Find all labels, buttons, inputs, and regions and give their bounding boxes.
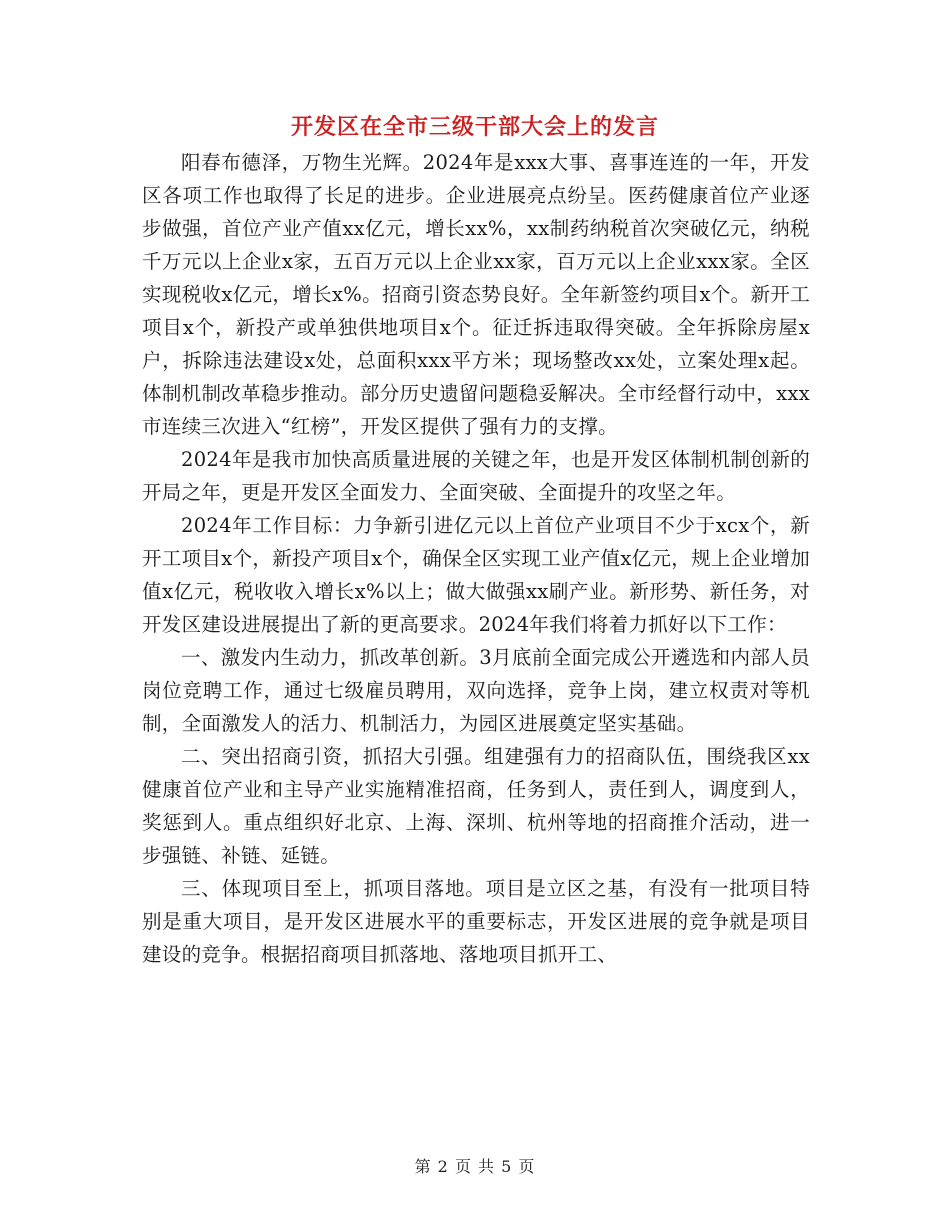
paragraph-reform: 一、激发内生动力，抓改革创新。3月底前全面完成公开遴选和内部人员岗位竞聘工作，通过七级雇员聘用，双向选择，竞争上岗，建立权责对等机制，全面激发人的活力、机制活力，为园区进展奠定坚实基础。 xyxy=(142,646,810,735)
paragraph-key-year: 2024年是我市加快高质量进展的关键之年，也是开发区体制机制创新的开局之年，更是开发区全面发力、全面突破、全面提升的攻坚之年。 xyxy=(142,448,810,504)
paragraph-goals: 2024年工作目标：力争新引进亿元以上首位产业项目不少于xcx个，新开工项目x个，新投产项目x个，确保全区实现工业产值x亿元，规上企业增加值x亿元，税收收入增长x%以上；做大做强xx刷产业。新形势、新任务，对开发区建设进展提出了新的更高要求。2024年我们将着力抓好以下工作： xyxy=(142,514,810,636)
paragraph-projects: 三、体现项目至上，抓项目落地。项目是立区之基，有没有一批项目特别是重大项目，是开发区进展水平的重要标志，开发区进展的竞争就是项目建设的竞争。根据招商项目抓落地、落地项目抓开工、 xyxy=(142,877,810,966)
paragraph-intro: 阳春布德泽，万物生光辉。2024年是xxx大事、喜事连连的一年，开发区各项工作也取得了长足的进步。企业进展亮点纷呈。医药健康首位产业逐步做强，首位产业产值xx亿元，增长xx%，xx制药纳税首次突破亿元，纳税千万元以上企业x家，五百万元以上企业xx家，百万元以上企业xxx家。全区实现税收x亿元，增长x%。招商引资态势良好。全年新签约项目x个。新开工项目x个，新投产或单独供地项目x个。征迁拆违取得突破。全年拆除房屋x户，拆除违法建设x处，总面积xxx平方米；现场整改xx处，立案处理x起。体制机制改革稳步推动。部分历史遗留问题稳妥解决。全市经督行动中，xxx市连续三次进入“红榜”，开发区提供了强有力的支撑。 xyxy=(142,151,810,438)
document-title: 开发区在全市三级干部大会上的发言 xyxy=(290,114,659,140)
document-body xyxy=(142,146,810,971)
page-number-footer: 第 2 页 共 5 页 xyxy=(414,1157,536,1176)
paragraph-investment: 二、突出招商引资，抓招大引强。组建强有力的招商队伍，围绕我区xx健康首位产业和主导产业实施精准招商，任务到人，责任到人，调度到人，奖惩到人。重点组织好北京、上海、深圳、杭州等地的招商推介活动，进一步强链、补链、延链。 xyxy=(142,745,810,867)
